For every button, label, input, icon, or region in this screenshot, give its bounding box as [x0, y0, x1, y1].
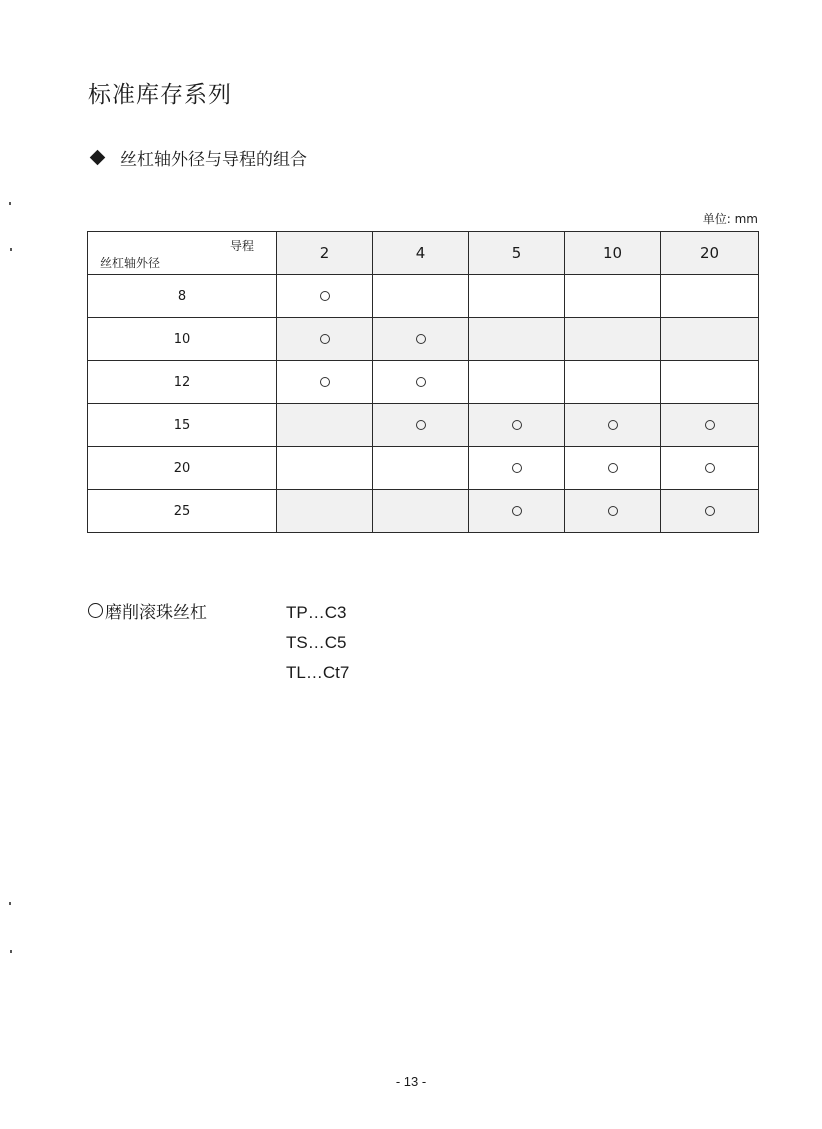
- availability-cell: [277, 275, 373, 318]
- available-circle-icon: [320, 377, 330, 387]
- available-circle-icon: [705, 420, 715, 430]
- grade-item: TP…C3: [286, 603, 347, 622]
- availability-cell: [373, 490, 469, 533]
- scan-speck: [9, 202, 11, 205]
- lead-header: 20: [661, 232, 759, 275]
- available-circle-icon: [512, 420, 522, 430]
- section-heading-text: 丝杠轴外径与导程的组合: [120, 150, 307, 170]
- scan-speck: [10, 950, 12, 953]
- grade-heading-text: 磨削滚珠丝杠: [105, 603, 207, 623]
- availability-cell: [661, 447, 759, 490]
- availability-cell: [373, 447, 469, 490]
- table-row: [88, 318, 759, 361]
- lead-header: 4: [373, 232, 469, 275]
- available-circle-icon: [705, 463, 715, 473]
- available-circle-icon: [608, 506, 618, 516]
- table-row: [88, 490, 759, 533]
- availability-cell: [373, 361, 469, 404]
- diameter-cell: 25: [88, 490, 277, 533]
- table-row: [88, 275, 759, 318]
- page-number: - 13 -: [395, 1074, 427, 1089]
- grade-item: TL…Ct7: [286, 663, 350, 682]
- diameter-cell: 10: [88, 318, 277, 361]
- availability-cell: [661, 404, 759, 447]
- availability-cell: [565, 318, 661, 361]
- available-circle-icon: [512, 463, 522, 473]
- diameter-cell: 8: [88, 275, 277, 318]
- scan-speck: [10, 248, 12, 251]
- availability-cell: [565, 490, 661, 533]
- page-title: 标准库存系列: [88, 82, 232, 108]
- available-circle-icon: [705, 506, 715, 516]
- table-corner-cell: [88, 232, 277, 275]
- lead-header: 5: [469, 232, 565, 275]
- lead-header: 10: [565, 232, 661, 275]
- availability-cell: [469, 361, 565, 404]
- availability-cell: [277, 490, 373, 533]
- table-row: [88, 361, 759, 404]
- availability-cell: [373, 275, 469, 318]
- lead-combination-table: [87, 231, 759, 533]
- availability-cell: [277, 447, 373, 490]
- available-circle-icon: [416, 334, 426, 344]
- lead-header: 2: [277, 232, 373, 275]
- available-circle-icon: [608, 463, 618, 473]
- diameter-cell: 15: [88, 404, 277, 447]
- available-circle-icon: [320, 291, 330, 301]
- table-row: [88, 404, 759, 447]
- availability-cell: [565, 404, 661, 447]
- table-header-row: [88, 232, 759, 275]
- diameter-cell: 12: [88, 361, 277, 404]
- availability-cell: [565, 361, 661, 404]
- available-circle-icon: [416, 377, 426, 387]
- grade-list: [286, 598, 349, 688]
- diameter-axis-label: 丝杠轴外径: [100, 256, 161, 270]
- availability-cell: [661, 275, 759, 318]
- availability-cell: [469, 447, 565, 490]
- availability-cell: [469, 404, 565, 447]
- unit-note: 单位: mm: [702, 212, 758, 226]
- availability-cell: [277, 404, 373, 447]
- scan-speck: [9, 902, 11, 905]
- diameter-cell: 20: [88, 447, 277, 490]
- availability-cell: [661, 490, 759, 533]
- availability-cell: [373, 318, 469, 361]
- table-row: [88, 447, 759, 490]
- circle-bullet-icon: [88, 603, 103, 618]
- availability-cell: [277, 361, 373, 404]
- availability-cell: [469, 275, 565, 318]
- availability-cell: [565, 275, 661, 318]
- availability-cell: [565, 447, 661, 490]
- availability-cell: [277, 318, 373, 361]
- availability-cell: [373, 404, 469, 447]
- availability-cell: [661, 361, 759, 404]
- availability-cell: [469, 318, 565, 361]
- availability-cell: [661, 318, 759, 361]
- available-circle-icon: [320, 334, 330, 344]
- lead-axis-label: 导程: [229, 239, 254, 253]
- diamond-bullet-icon: [90, 150, 106, 166]
- grade-item: TS…C5: [286, 633, 347, 652]
- section-heading: [88, 145, 307, 170]
- available-circle-icon: [512, 506, 522, 516]
- availability-cell: [469, 490, 565, 533]
- available-circle-icon: [608, 420, 618, 430]
- grade-heading: [88, 598, 207, 623]
- available-circle-icon: [416, 420, 426, 430]
